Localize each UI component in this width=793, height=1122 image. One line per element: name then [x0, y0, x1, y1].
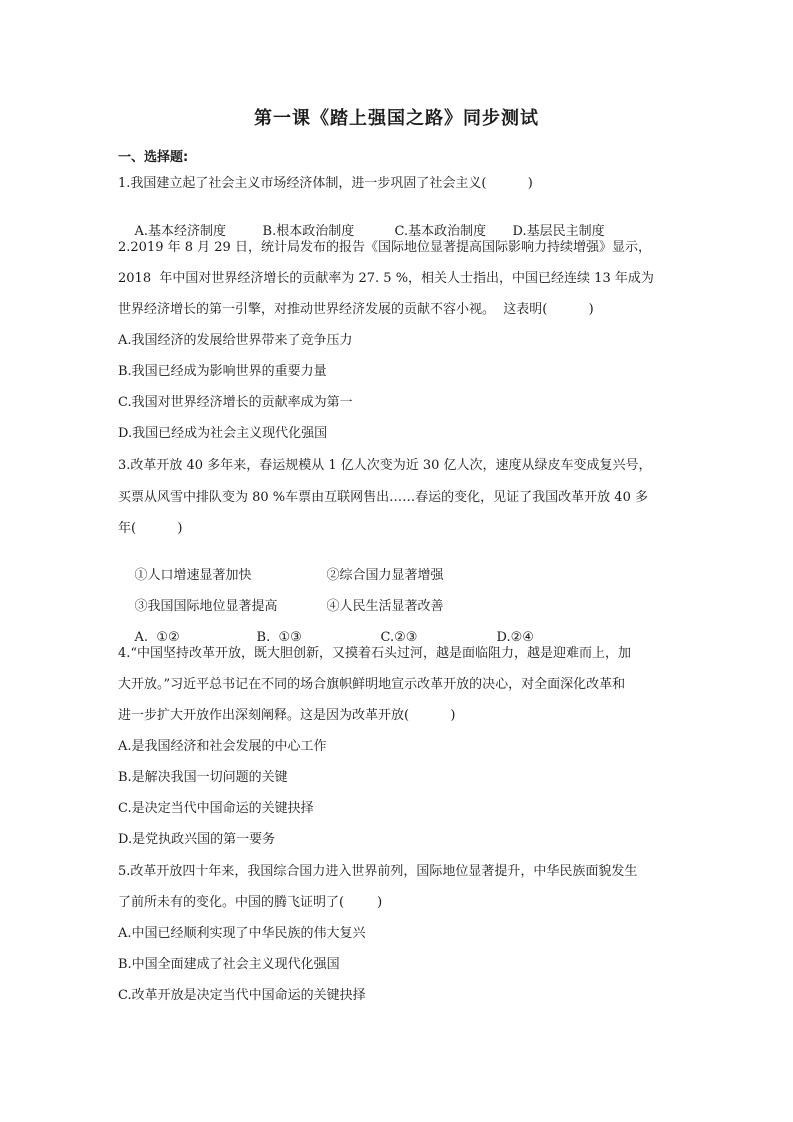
question-1-option-a: A.基本经济制度: [134, 224, 227, 239]
question-3-option-c: C.②③: [380, 630, 418, 645]
question-3-option-b: B. ①③: [256, 630, 302, 645]
question-5-stem-line-1: 5.改革开放四十年来，我国综合国力进入世界前列，国际地位显著提升，中华民族面貌发生: [118, 864, 638, 879]
question-3-statement-4: ④人民生活显著改善: [326, 599, 444, 614]
question-4-option-a: A.是我国经济和社会发展的中心工作: [118, 739, 327, 754]
question-1-stem: 1.我国建立起了社会主义市场经济体制，进一步巩固了社会主义( ): [118, 176, 533, 191]
question-3-statement-3: ③我国国际地位显著提高: [134, 599, 278, 614]
question-3-stem-line-1: 3.改革开放 40 多年来，春运规模从 1 亿人次变为近 30 亿人次，速度从绿皮车变成复兴号，: [118, 458, 652, 473]
question-4-option-d: D.是党执政兴国的第一要务: [118, 832, 276, 847]
question-2-option-d: D.我国已经成为社会主义现代化强国: [118, 426, 328, 441]
question-3-stem-line-3: 年( ): [118, 521, 183, 536]
question-1-option-d: D.基层民主制度: [512, 224, 605, 239]
document-title: 第一课《踏上强国之路》同步测试: [254, 108, 539, 129]
question-4-stem-line-2: 大开放。”习近平总书记在不同的场合旗帜鲜明地宣示改革开放的决心，对全面深化改革和: [118, 677, 626, 692]
question-3-option-d: D.②④: [496, 630, 534, 645]
question-4-stem-line-1: 4.“中国坚持改革开放，既大胆创新，又摸着石头过河，越是面临阻力，越是迎难而上，加: [118, 646, 632, 661]
question-2-stem-line-3: 世界经济增长的第一引擎，对推动世界经济发展的贡献不容小视。 这表明( ): [118, 302, 594, 317]
question-2-option-b: B.我国已经成为影响世界的重要力量: [118, 364, 327, 379]
question-2-stem-line-1: 2.2019 年 8 月 29 日，统计局发布的报告《国际地位显著提高国际影响力持续增强》显示，: [118, 240, 651, 255]
question-3-statement-1: ①人口增速显著加快: [134, 568, 252, 583]
question-4-stem-line-3: 进一步扩大开放作出深刻阐释。这是因为改革开放( ): [118, 708, 456, 723]
question-3-statement-2: ②综合国力显著增强: [326, 568, 444, 583]
question-4-option-c: C.是决定当代中国命运的关键抉择: [118, 801, 314, 816]
question-5-option-c: C.改革开放是决定当代中国命运的关键抉择: [118, 988, 366, 1003]
question-2-option-c: C.我国对世界经济增长的贡献率成为第一: [118, 395, 353, 410]
question-3-option-a: A. ①②: [134, 630, 180, 645]
section-heading: 一、选择题:: [118, 150, 189, 165]
question-1-option-b: B.根本政治制度: [262, 224, 355, 239]
question-5-option-b: B.中国全面建成了社会主义现代化强国: [118, 957, 340, 972]
question-2-option-a: A.我国经济的发展给世界带来了竞争压力: [118, 333, 353, 348]
question-2-stem-line-2: 2018 年中国对世界经济增长的贡献率为 27. 5 %，相关人士指出，中国已经连续 13 年成为: [118, 271, 654, 286]
question-3-stem-line-2: 买票从风雪中排队变为 80 %车票由互联网售出……春运的变化，见证了我国改革开放 40 多: [118, 490, 648, 505]
question-5-stem-line-2: 了前所未有的变化。中国的腾飞证明了( ): [118, 895, 383, 910]
question-4-option-b: B.是解决我国一切问题的关键: [118, 770, 288, 785]
question-1-option-c: C.基本政治制度: [394, 224, 487, 239]
question-5-option-a: A.中国已经顺利实现了中华民族的伟大复兴: [118, 926, 366, 941]
